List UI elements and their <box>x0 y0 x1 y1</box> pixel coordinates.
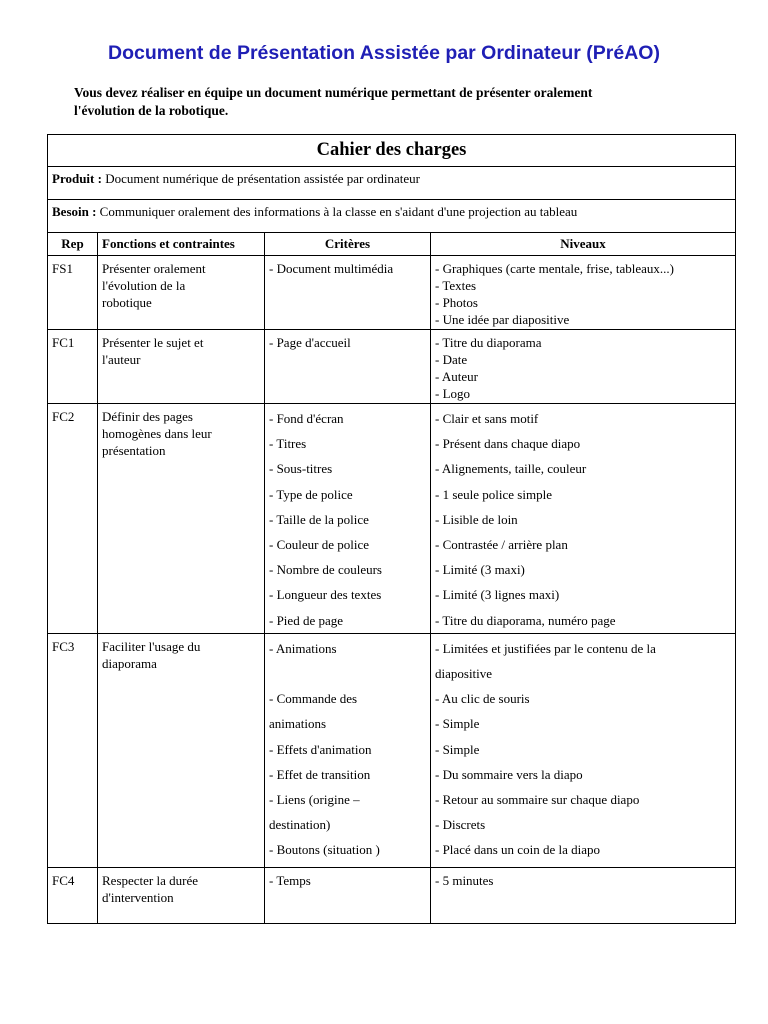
criteres-cell: - Document multimédia <box>265 256 431 330</box>
fonction-cell: Présenter le sujet et l'auteur <box>98 330 265 404</box>
intro-line-1: Vous devez réaliser en équipe un document numérique permettant de présenter oralement <box>74 85 593 100</box>
rep-cell: FC4 <box>48 867 98 923</box>
intro-text <box>74 84 714 120</box>
rep-cell: FC2 <box>48 404 98 634</box>
table-row <box>48 867 736 923</box>
rep-cell: FS1 <box>48 256 98 330</box>
criteres-cell: - Fond d'écran - Titres - Sous-titres - Type de police - Taille de la police - Couleur de police - Nombre de couleurs - Longueur des textes - Pied de page <box>265 404 431 634</box>
column-header-fonctions: Fonctions et contraintes <box>98 233 265 256</box>
produit-value: Document numérique de présentation assistée par ordinateur <box>105 171 420 186</box>
criteres-cell: - Animations - Commande des animations - Effets d'animation - Effet de transition - Liens (origine – destination) - Boutons (situation ) <box>265 633 431 867</box>
niveaux-cell: - 5 minutes <box>431 867 736 923</box>
rep-cell: FC3 <box>48 633 98 867</box>
besoin-label: Besoin : <box>52 204 97 219</box>
table-row <box>48 256 736 330</box>
column-header-niveaux: Niveaux <box>431 233 736 256</box>
specifications-table <box>47 134 736 924</box>
fonction-cell: Définir des pages homogènes dans leur présentation <box>98 404 265 634</box>
niveaux-cell: - Graphiques (carte mentale, frise, tableaux...) - Textes - Photos - Une idée par diapositive <box>431 256 736 330</box>
niveaux-cell: - Clair et sans motif - Présent dans chaque diapo - Alignements, taille, couleur - 1 seule police simple - Lisible de loin - Contrastée / arrière plan - Limité (3 maxi) - Limité (3 lignes maxi) - Titre du diaporama, numéro page <box>431 404 736 634</box>
niveaux-cell: - Limitées et justifiées par le contenu de la diapositive - Au clic de souris - Simple - Simple - Du sommaire vers la diapo - Retour au sommaire sur chaque diapo - Discrets - Placé dans un coin de la diapo <box>431 633 736 867</box>
criteres-cell: - Temps <box>265 867 431 923</box>
table-row <box>48 330 736 404</box>
intro-line-2: l'évolution de la robotique. <box>74 103 229 118</box>
fonction-cell: Faciliter l'usage du diaporama <box>98 633 265 867</box>
besoin-row <box>48 200 736 233</box>
column-header-criteres: Critères <box>265 233 431 256</box>
niveaux-cell: - Titre du diaporama - Date - Auteur - Logo <box>431 330 736 404</box>
rep-cell: FC1 <box>48 330 98 404</box>
table-row <box>48 633 736 867</box>
besoin-value: Communiquer oralement des informations à la classe en s'aidant d'une projection au tableau <box>99 204 578 219</box>
produit-row <box>48 167 736 200</box>
table-heading-row <box>48 135 736 167</box>
criteres-cell: - Page d'accueil <box>265 330 431 404</box>
produit-label: Produit : <box>52 171 102 186</box>
fonction-cell: Respecter la durée d'intervention <box>98 867 265 923</box>
column-header-row <box>48 233 736 256</box>
table-heading: Cahier des charges <box>48 135 736 167</box>
fonction-cell: Présenter oralement l'évolution de la robotique <box>98 256 265 330</box>
document-title: Document de Présentation Assistée par Ordinateur (PréAO) <box>108 42 660 64</box>
column-header-rep: Rep <box>48 233 98 256</box>
table-row <box>48 404 736 634</box>
